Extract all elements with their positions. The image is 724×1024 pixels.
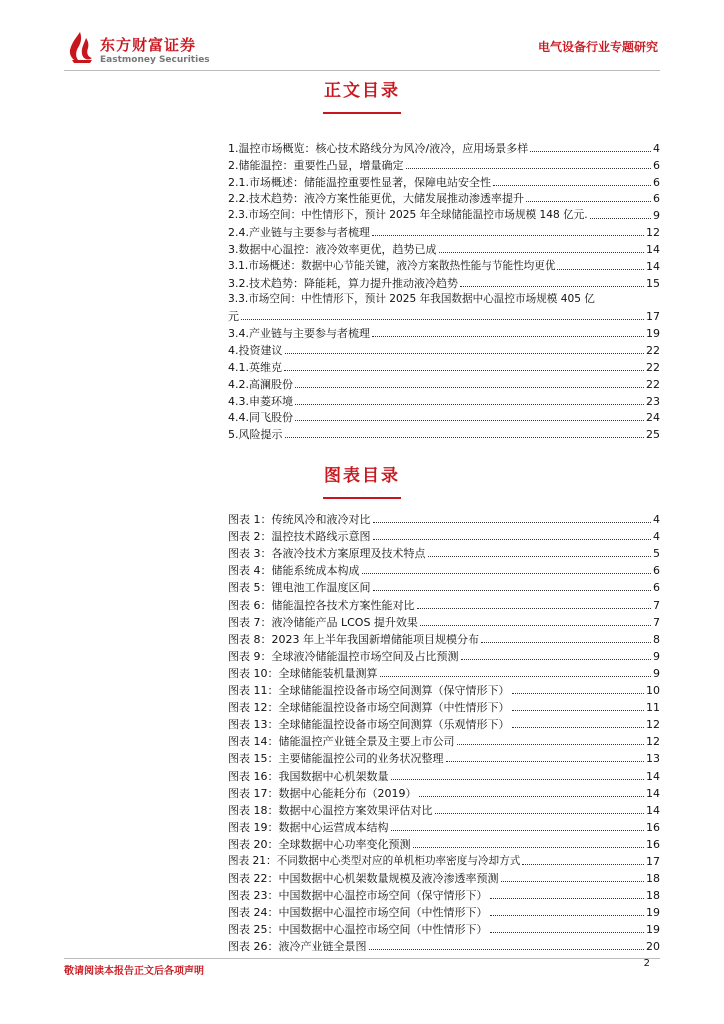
toc-leader: [372, 235, 644, 236]
toc-leader: [285, 353, 645, 354]
figure-item[interactable]: [228, 748, 660, 765]
figure-item-page: 10: [646, 684, 660, 698]
figure-leader: [373, 590, 652, 591]
figure-item[interactable]: [228, 919, 660, 936]
figure-leader: [420, 625, 651, 626]
toc-leader: [284, 370, 644, 371]
list-of-figures: [228, 509, 660, 953]
figure-item-page: 19: [646, 923, 660, 937]
figure-leader: [457, 744, 645, 745]
figure-item-page: 14: [646, 786, 660, 800]
figure-item-label: 图表 8：2023 年上半年我国新增储能项目规模分布: [228, 632, 479, 646]
toc-item-page: 22: [646, 343, 660, 357]
figure-leader: [435, 813, 645, 814]
figure-leader: [373, 539, 652, 540]
toc-leader: [460, 286, 644, 287]
toc-leader: [406, 168, 652, 169]
figure-item[interactable]: [228, 868, 660, 885]
figure-item-page: 6: [653, 564, 660, 578]
figure-item[interactable]: [228, 885, 660, 902]
figures-title: 图表目录: [324, 466, 400, 486]
figure-item-label: 图表 19：数据中心运营成本结构: [228, 820, 389, 834]
figure-leader: [419, 796, 645, 797]
toc-leader: [241, 319, 644, 320]
figure-leader: [512, 710, 645, 711]
figure-item[interactable]: [228, 731, 660, 748]
figure-item-page: 20: [646, 940, 660, 954]
toc-item-label: 2.3.市场空间：中性情形下，预计 2025 年全球储能温控市场规模 148 亿元.: [228, 209, 588, 222]
toc-item[interactable]: [228, 222, 660, 239]
toc-item-label: 2.4.产业链与主要参与者梳理: [228, 226, 370, 240]
toc-item-page: 6: [653, 158, 660, 172]
toc-item[interactable]: [228, 340, 660, 357]
toc-title: 正文目录: [324, 81, 400, 101]
toc-item-label: 4.投资建议: [228, 343, 283, 357]
toc-item-label: 3.1.市场概述：数据中心节能关键，液冷方案散热性能与节能性均更优: [228, 259, 556, 272]
toc-item-label: 2.储能温控：重要性凸显，增量确定: [228, 158, 404, 172]
toc-item[interactable]: [228, 273, 660, 290]
figure-item[interactable]: [228, 543, 660, 560]
figure-leader: [391, 830, 645, 831]
toc-item-page: 17: [646, 310, 660, 324]
figure-leader: [362, 573, 652, 574]
figure-leader: [373, 522, 652, 523]
page-number: 2: [643, 958, 650, 969]
eastmoney-logo-icon: [66, 30, 96, 64]
figure-item-page: 4: [653, 530, 660, 544]
toc-item-label: 5.风险提示: [228, 428, 283, 442]
figure-item-page: 16: [646, 837, 660, 851]
figure-item[interactable]: [228, 680, 660, 697]
figure-item-label: 图表 9：全球液冷储能温控市场空间及占比预测: [228, 649, 459, 663]
toc-item[interactable]: [228, 205, 660, 222]
page-header: [0, 0, 724, 72]
figure-item-page: 7: [653, 598, 660, 612]
figure-item-page: 19: [646, 906, 660, 920]
toc-item[interactable]: [228, 155, 660, 172]
figure-item[interactable]: [228, 714, 660, 731]
figure-item-label: 图表 24：中国数据中心温控市场空间（中性情形下）: [228, 906, 488, 920]
toc-item[interactable]: [228, 256, 660, 273]
toc-leader: [439, 252, 645, 253]
toc-item[interactable]: [228, 239, 660, 256]
figure-item-label: 图表 21：不同数据中心类型对应的单机柜功率密度与冷却方式: [228, 854, 521, 867]
figure-item[interactable]: [228, 800, 660, 817]
toc-item-label: 3.2.技术趋势：降能耗，算力提升推动液冷趋势: [228, 276, 458, 290]
figure-leader: [369, 949, 645, 950]
figure-item[interactable]: [228, 594, 660, 611]
figure-item-page: 18: [646, 872, 660, 886]
figure-item[interactable]: [228, 663, 660, 680]
toc-item-page: 14: [646, 259, 660, 273]
toc-item-label-continued: 元: [228, 310, 239, 324]
figure-item[interactable]: [228, 526, 660, 543]
figure-item[interactable]: [228, 509, 660, 526]
figure-item-page: 5: [653, 547, 660, 561]
figure-item-page: 14: [646, 803, 660, 817]
figure-item[interactable]: [228, 629, 660, 646]
figure-item-label: 图表 23：中国数据中心温控市场空间（保守情形下）: [228, 889, 488, 903]
figure-item-page: 18: [646, 889, 660, 903]
toc-item-label: 4.3.申菱环境: [228, 394, 293, 408]
figure-item[interactable]: [228, 612, 660, 629]
figure-item[interactable]: [228, 697, 660, 714]
toc-item[interactable]: [228, 408, 660, 425]
figure-leader: [428, 556, 652, 557]
report-type: 电气设备行业专题研究: [537, 40, 658, 54]
figure-item-label: 图表 22：中国数据中心机架数量规模及液冷渗透率预测: [228, 872, 499, 886]
figure-item-page: 4: [653, 513, 660, 527]
toc-item-label: 1.温控市场概览：核心技术路线分为风冷/液冷，应用场景多样: [228, 141, 529, 155]
toc-item[interactable]: [228, 172, 660, 189]
figure-item-label: 图表 26：液冷产业链全景图: [228, 940, 367, 954]
toc-item-page: 23: [646, 394, 660, 408]
footer-divider: [64, 958, 660, 959]
toc-leader: [557, 269, 644, 270]
figure-leader: [446, 761, 645, 762]
figure-item-label: 图表 6：储能温控各技术方案性能对比: [228, 598, 415, 612]
figure-item-page: 6: [653, 581, 660, 595]
toc-item-page: 6: [653, 175, 660, 189]
figure-item-page: 11: [646, 701, 660, 715]
brand-name-cn: 东方财富证券: [100, 36, 197, 54]
toc-item[interactable]: [228, 290, 660, 307]
figure-item[interactable]: [228, 902, 660, 919]
toc-leader: [590, 218, 651, 219]
toc-item[interactable]: [228, 391, 660, 408]
figure-item-page: 7: [653, 615, 660, 629]
figure-leader: [380, 676, 652, 677]
figure-item-label: 图表 18：数据中心温控方案效果评估对比: [228, 803, 433, 817]
figure-item-page: 8: [653, 632, 660, 646]
figure-item-label: 图表 5：锂电池工作温度区间: [228, 581, 371, 595]
figure-item-label: 图表 3：各液冷技术方案原理及技术特点: [228, 547, 426, 561]
toc-item-label: 4.2.高澜股份: [228, 377, 293, 391]
figure-leader: [391, 779, 645, 780]
figure-item[interactable]: [228, 817, 660, 834]
figures-title-underline: [0, 485, 724, 487]
toc-leader: [295, 387, 644, 388]
footer-disclaimer: 敬请阅读本报告正文后各项声明: [64, 966, 204, 977]
figure-item-label: 图表 16：我国数据中心机架数量: [228, 769, 389, 783]
toc-leader: [530, 151, 651, 152]
toc-item-page: 22: [646, 360, 660, 374]
brand-name-en: Eastmoney Securities: [100, 55, 210, 65]
figure-item[interactable]: [228, 783, 660, 800]
toc-leader: [295, 420, 644, 421]
figure-leader: [512, 727, 645, 728]
toc-leader: [493, 185, 651, 186]
figure-item[interactable]: [228, 936, 660, 953]
toc-item[interactable]: [228, 424, 660, 441]
figure-item-label: 图表 17：数据中心能耗分布（2019）: [228, 786, 417, 800]
figure-leader: [522, 864, 644, 865]
toc-item-page: 9: [653, 209, 660, 223]
figure-leader: [512, 693, 645, 694]
toc-leader: [526, 201, 651, 202]
toc-leader: [285, 437, 645, 438]
figure-item[interactable]: [228, 646, 660, 663]
figure-leader: [461, 659, 652, 660]
figure-item-label: 图表 7：液冷储能产品 LCOS 提升效果: [228, 615, 418, 629]
header-divider: [64, 70, 660, 71]
toc-item-label: 3.4.产业链与主要参与者梳理: [228, 327, 370, 341]
figure-leader: [481, 642, 651, 643]
toc-item[interactable]: [228, 357, 660, 374]
figure-leader: [490, 932, 645, 933]
toc-item-page: 15: [646, 276, 660, 290]
figure-item[interactable]: [228, 834, 660, 851]
figure-item-page: 12: [646, 718, 660, 732]
figure-item-page: 14: [646, 769, 660, 783]
figure-item-label: 图表 25：中国数据中心温控市场空间（中性情形下）: [228, 923, 488, 937]
toc-item-page: 6: [653, 192, 660, 206]
figure-leader: [413, 847, 645, 848]
figure-leader: [490, 898, 645, 899]
figure-item[interactable]: [228, 765, 660, 782]
figure-item-page: 16: [646, 820, 660, 834]
toc-item[interactable]: [228, 138, 660, 155]
figure-item[interactable]: [228, 577, 660, 594]
figure-leader: [501, 881, 645, 882]
figure-item-label: 图表 14：储能温控产业链全景及主要上市公司: [228, 735, 455, 749]
toc-item-label: 3.数据中心温控：液冷效率更优，趋势已成: [228, 242, 437, 256]
toc-item[interactable]: [228, 189, 660, 206]
figure-leader: [490, 915, 645, 916]
figure-item-label: 图表 15：主要储能温控公司的业务状况整理: [228, 752, 444, 766]
toc-item-page: 4: [653, 141, 660, 155]
toc-item[interactable]: [228, 323, 660, 340]
toc-item-label: 3.3.市场空间：中性情形下，预计 2025 年我国数据中心温控市场规模 405 亿: [228, 293, 595, 306]
toc-item-page: 24: [646, 411, 660, 425]
toc-item-label: 2.2.技术趋势：液冷方案性能更优，大储发展推动渗透率提升: [228, 192, 524, 206]
toc-item-page: 25: [646, 428, 660, 442]
toc-item-label: 4.1.英维克: [228, 360, 282, 374]
figure-item-label: 图表 4：储能系统成本构成: [228, 564, 360, 578]
figure-item[interactable]: [228, 560, 660, 577]
toc-item-label: 4.4.同飞股份: [228, 411, 293, 425]
figure-item-label: 图表 20：全球数据中心功率变化预测: [228, 837, 411, 851]
figure-item-page: 9: [653, 649, 660, 663]
figure-item-page: 9: [653, 666, 660, 680]
figure-item-label: 图表 10：全球储能装机量测算: [228, 666, 378, 680]
figure-leader: [417, 608, 652, 609]
toc-item-page: 12: [646, 226, 660, 240]
figure-item-label: 图表 11：全球储能温控设备市场空间测算（保守情形下）: [228, 684, 510, 698]
toc-item-page: 14: [646, 242, 660, 256]
table-of-contents: [228, 138, 660, 441]
figure-item-label: 图表 1：传统风冷和液冷对比: [228, 513, 371, 527]
toc-item-continued[interactable]: [228, 306, 660, 323]
figure-item-page: 13: [646, 752, 660, 766]
figure-item-label: 图表 2：温控技术路线示意图: [228, 530, 371, 544]
toc-item[interactable]: [228, 374, 660, 391]
toc-item-label: 2.1.市场概述：储能温控重要性显著，保障电站安全性: [228, 175, 491, 189]
figure-item-label: 图表 13：全球储能温控设备市场空间测算（乐观情形下）: [228, 718, 510, 732]
toc-leader: [372, 336, 644, 337]
figure-item-page: 17: [646, 854, 660, 868]
toc-item-page: 22: [646, 377, 660, 391]
toc-item-page: 19: [646, 327, 660, 341]
figure-item-label: 图表 12：全球储能温控设备市场空间测算（中性情形下）: [228, 701, 510, 715]
toc-leader: [295, 404, 644, 405]
figure-item-page: 12: [646, 735, 660, 749]
figure-item[interactable]: [228, 851, 660, 868]
toc-title-underline: [0, 100, 724, 102]
